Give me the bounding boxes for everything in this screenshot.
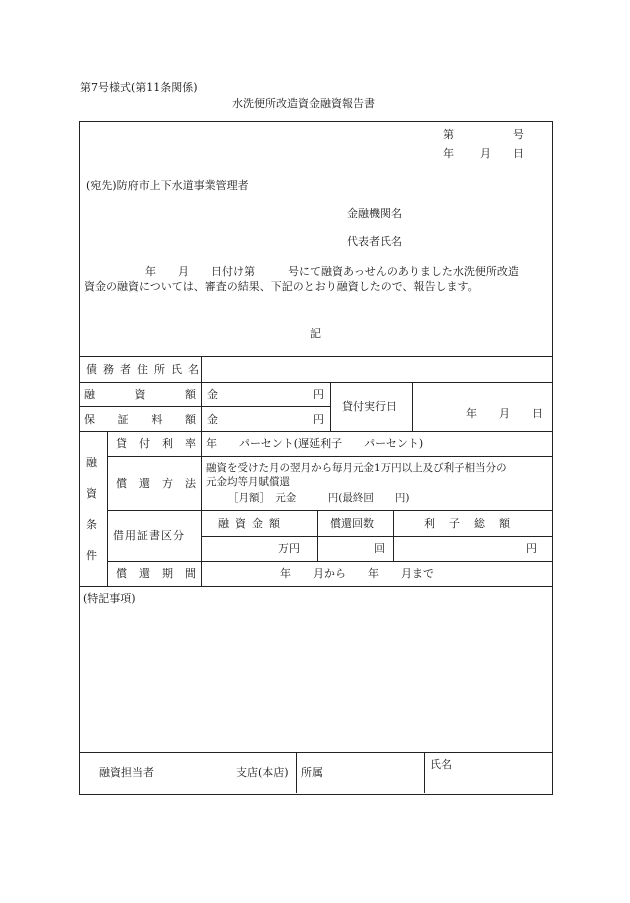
rule-cert-mid [201,536,552,537]
rule-debtor-top [79,356,552,357]
date-year: 年 [443,147,454,160]
loan-amount-kin: 金 [207,388,218,401]
loan-amount-header: 融資金額 [218,517,286,530]
representative-label: 代表者氏名 [347,235,402,248]
branch-label: 支店(本店) [236,766,289,779]
loan-amount-yen: 円 [313,388,324,401]
guarantee-fee-label: 保 証 料 額 [84,413,196,426]
rule-footer-dept [296,752,297,793]
debtor-label: 債務者住所氏名 [86,363,205,376]
report-number-prefix: 第 [443,128,454,141]
conditions-char-4: 件 [86,549,97,562]
form-number: 第7号様式(第11条関係) [80,81,198,94]
rule-guarantee-bottom [79,431,552,432]
repayment-period-label: 償 還 期 間 [116,567,196,580]
conditions-char-2: 資 [86,487,97,500]
loan-officer-label: 融資担当者 [99,766,154,779]
bank-name-label: 金融機関名 [347,207,402,220]
rule-cert-col2 [393,510,394,561]
interest-rate-value: 年 パーセント(遅延利子 パーセント) [206,437,424,450]
report-number-suffix: 号 [513,128,524,141]
rule-loan-bottom [79,406,330,407]
rule-cert-col1 [317,510,318,561]
rule-label-column [201,356,202,586]
rule-footer-name [424,752,425,793]
rule-rate-bottom [107,456,552,457]
special-notes-label: (特記事項) [83,592,136,605]
date-month: 月 [480,147,491,160]
ki-heading: 記 [310,327,321,340]
department-label: 所属 [301,766,323,779]
rule-cert-bottom [107,561,552,562]
rule-amount-right [330,382,331,431]
form-frame [79,121,553,795]
total-interest-header: 利子総額 [424,517,524,530]
date-day: 日 [513,147,524,160]
addressee: (宛先)防府市上下水道事業管理者 [86,179,249,192]
repayment-method-label: 償 還 方 法 [116,477,196,490]
conditions-char-3: 条 [86,518,97,531]
repayment-method-line1: 融資を受けた月の翌月から毎月元金1万円以上及び利子相当分の [206,462,507,474]
document-title: 水洗便所改造資金融資報告書 [232,97,375,110]
body-text-line1: 年 月 日付け第 号にて融資あっせんのありました水洗便所改造 [145,265,519,278]
repayment-count-header: 償還回数 [330,517,374,530]
conditions-char-1: 融 [86,456,97,469]
rule-debtor-bottom [79,382,552,383]
body-text-line2: 資金の融資については、審査の結果、下記のとおり融資したので、報告します。 [84,280,479,293]
interest-rate-label: 貸 付 利 率 [116,437,196,450]
loan-certificate-label: 借用証書区分 [113,529,185,542]
rule-conditions-bottom [79,586,552,587]
execution-date-value: 年 月 日 [466,407,543,420]
guarantee-fee-kin: 金 [207,413,218,426]
execution-date-label: 貸付実行日 [342,400,397,413]
rule-exec-date-right [412,382,413,431]
repayment-method-line2: 元金均等月賦償還 [206,476,290,488]
rule-notes-bottom [79,752,552,753]
repayment-period-value: 年 月から 年 月まで [280,567,434,580]
name-label: 氏名 [430,758,452,771]
repayment-count-kai: 回 [374,542,385,555]
rule-conditions-column [107,431,108,586]
total-interest-yen: 円 [526,542,537,555]
loan-amount-man-yen: 万円 [278,542,300,555]
repayment-method-line3: ［月額］ 元金 円(最終回 円) [228,492,410,504]
rule-method-bottom [107,510,552,511]
guarantee-fee-yen: 円 [313,413,324,426]
loan-amount-label: 融 資 額 [84,388,196,401]
